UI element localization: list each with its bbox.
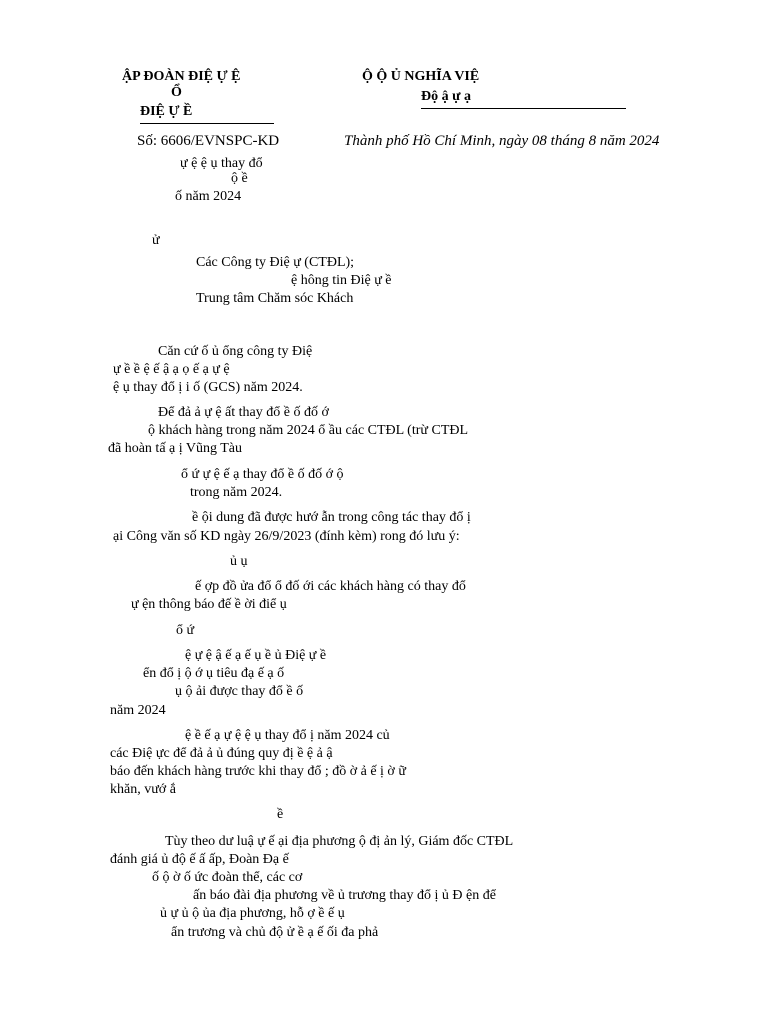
body-line: ự ề ề ệ ế ậ ạ ọ ế ạ ự ệ <box>113 362 230 377</box>
body-line: Tùy theo dư luậ ự ế ại địa phương ộ đị ản lý, Giám đốc CTĐL <box>165 834 514 849</box>
body-line: ộ khách hàng trong năm 2024 ổ ầu các CTĐL (trừ CTĐL <box>148 423 469 438</box>
subject-line-2: ộ ề <box>231 171 248 186</box>
recipients-label: ử <box>152 233 160 248</box>
body-line: đã hoàn tấ ạ ị Vũng Tàu <box>108 441 243 456</box>
body-line: ổ ứ ự ệ ế ạ thay đổ ề ố đố ớ ộ <box>181 467 344 482</box>
body-line: các Điệ ực để đả ả ủ đúng quy đị ề ệ ả ậ <box>110 746 333 761</box>
body-line: ủ ự ủ ộ ủa địa phương, hỗ ợ ề ế ụ <box>160 906 345 921</box>
body-line: năm 2024 <box>110 703 166 718</box>
header-nation-line2: Độ ậ ự ạ <box>421 89 472 104</box>
reference-number: Số: 6606/EVNSPC-KD <box>137 133 280 149</box>
body-line: ển đổ ị ộ ớ ụ tiêu đạ ế ạ ố <box>143 666 285 681</box>
body-line: ụ ộ ải được thay đổ ề ố <box>175 684 304 699</box>
body-line: ế ợp đồ ửa đổ ổ đố ới các khách hàng có thay đổ <box>195 579 466 594</box>
header-nation-line1: Ộ Ộ Ủ NGHĨA VIỆ <box>362 69 480 84</box>
recipient-item-3: Trung tâm Chăm sóc Khách <box>196 291 354 306</box>
body-line: Để đả ả ự ệ ất thay đổ ề ố đố ớ <box>158 405 329 420</box>
body-line: trong năm 2024. <box>190 485 283 500</box>
body-line: đánh giá ủ độ ế ấ ấp, Đoàn Đạ ế <box>110 852 289 867</box>
body-line: ề ội dung đã được hướ ẫn trong công tác thay đổ ị <box>192 510 471 525</box>
document-date: Thành phố Hồ Chí Minh, ngày 08 tháng 8 năm 2024 <box>344 133 660 149</box>
header-left-underline <box>140 123 274 124</box>
body-line: ề <box>277 807 284 822</box>
body-line: ại Công văn số KD ngày 26/9/2023 (đính kèm) rong đó lưu ý: <box>113 529 460 544</box>
body-line: ệ ụ thay đổ ị i ố (GCS) năm 2024. <box>113 380 303 395</box>
body-line: Căn cứ ố ủ ổng công ty Điệ <box>158 344 313 359</box>
header-right-underline <box>421 108 626 109</box>
body-line: ủ ụ <box>230 554 248 569</box>
header-org-line1: ẬP ĐOÀN ĐIỆ Ự Ệ <box>122 69 241 84</box>
header-org-line3: ĐIỆ Ự Ề <box>140 104 193 119</box>
body-line: ệ ề ế ạ ự ệ ệ ụ thay đổ ị năm 2024 củ <box>185 728 390 743</box>
recipient-item-2: ệ hông tin Điệ ự ề <box>291 273 392 288</box>
body-line: ấn báo đài địa phương về ủ trương thay đổ ị ủ Đ ện để <box>193 888 496 903</box>
subject-line-1: ự ệ ệ ụ thay đổ <box>180 156 263 171</box>
body-line: khăn, vướ ắ <box>110 782 176 797</box>
recipient-item-1: Các Công ty Điệ ự (CTĐL); <box>196 255 355 270</box>
body-line: báo đến khách hàng trước khi thay đổ ; đồ ờ ả ế ị ờ ữ <box>110 764 406 779</box>
body-line: ố ộ ờ ố ức đoàn thể, các cơ <box>152 870 303 885</box>
body-line: ổ ứ <box>176 623 195 638</box>
body-line: ệ ự ệ ậ ế ạ ế ụ ề ủ Điệ ự ề <box>185 648 327 663</box>
body-line: ẩn trương và chủ độ ử ề ạ ế ối đa phả <box>171 925 379 940</box>
subject-line-3: ố năm 2024 <box>175 189 242 204</box>
body-line: ự ện thông báo đế ề ời điể ụ <box>131 597 287 612</box>
header-org-line2: Ổ <box>171 85 182 100</box>
